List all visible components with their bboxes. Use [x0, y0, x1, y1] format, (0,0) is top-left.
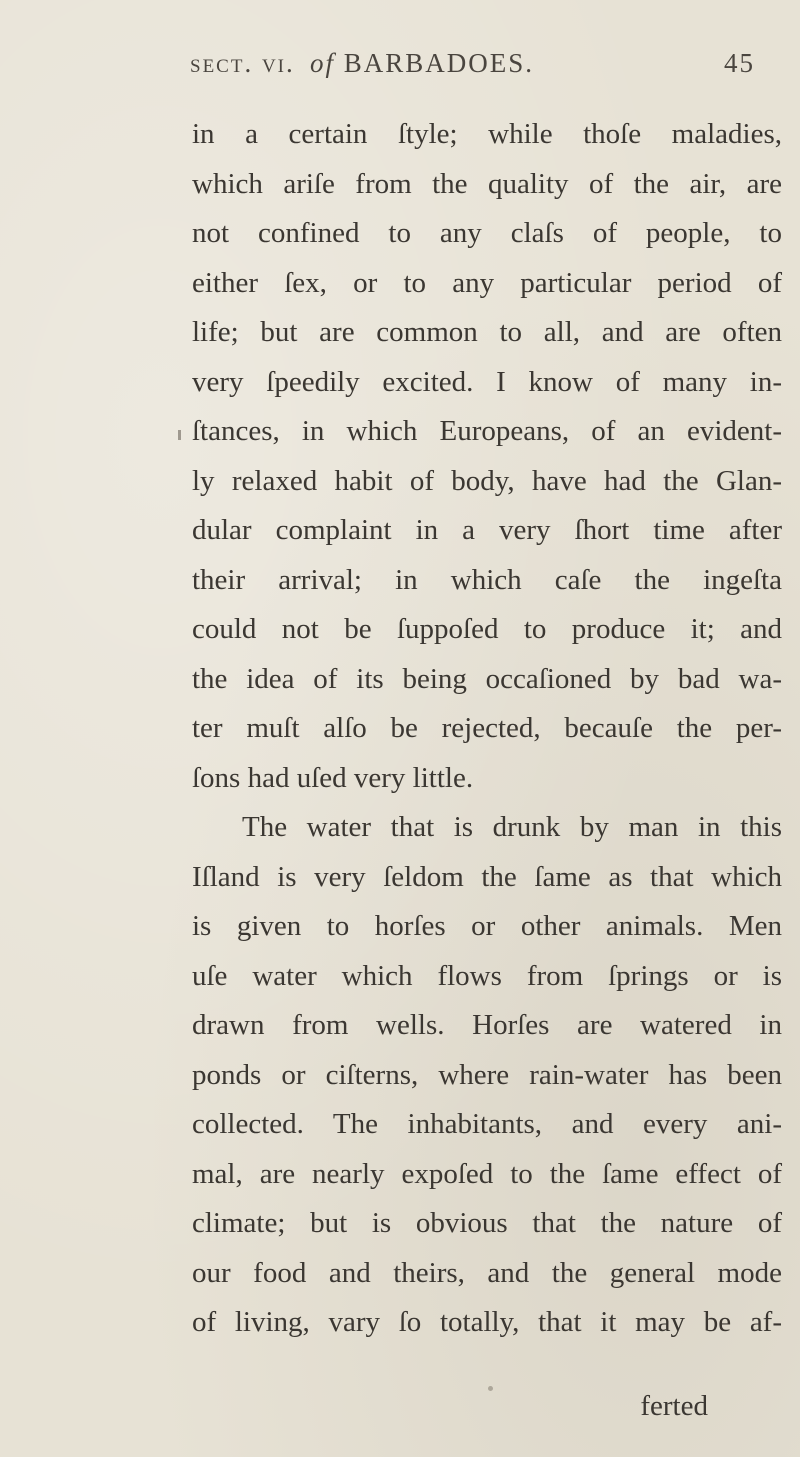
text-line: their arrival; in which caſe the ingeſta — [192, 563, 782, 596]
running-title-of: of — [310, 48, 336, 78]
text-line: ter muſt alſo be rejected, becauſe the per- — [192, 712, 782, 744]
text-line: in a certain ſtyle; while thoſe maladies, — [192, 118, 782, 150]
catchword: ferted — [640, 1390, 708, 1422]
section-label: sect. vi. — [190, 48, 295, 78]
text-line: either ſex, or to any particular period of — [192, 266, 782, 299]
text-line: collected. The inhabitants, and every ani- — [192, 1108, 782, 1140]
text-line: the idea of its being occaſioned by bad wa- — [192, 662, 782, 695]
text-line: climate; but is obvious that the nature of — [192, 1207, 782, 1239]
text-line: very ſpeedily excited. I know of many in- — [192, 365, 782, 398]
text-line: of living, vary ſo totally, that it may be af- — [192, 1306, 782, 1338]
ink-spot — [488, 1386, 493, 1391]
body-text — [192, 110, 782, 1348]
text-line: mal, are nearly expoſed to the ſame effect of — [192, 1157, 782, 1190]
page-number: 45 — [724, 48, 755, 78]
text-line: ly relaxed habit of body, have had the Glan- — [192, 464, 782, 497]
text-line: drawn from wells. Horſes are watered in — [192, 1009, 782, 1041]
paragraph-start-line: The water that is drunk by man in this — [242, 811, 782, 843]
text-line: dular complaint in a very ſhort time after — [192, 514, 782, 546]
text-line: uſe water which flows from ſprings or is — [192, 959, 782, 992]
text-line: Iſland is very ſeldom the ſame as that which — [192, 860, 782, 893]
running-title-name: BARBADOES. — [343, 48, 535, 78]
text-line: could not be ſuppoſed to produce it; and — [192, 613, 782, 645]
text-line: not confined to any claſs of people, to — [192, 217, 782, 249]
margin-mark — [178, 430, 181, 440]
text-line: which ariſe from the quality of the air, are — [192, 167, 782, 200]
text-line: ſtances, in which Europeans, of an evident- — [192, 415, 782, 447]
running-title — [310, 48, 534, 79]
text-line: is given to horſes or other animals. Men — [192, 910, 782, 942]
text-line: ſons had uſed very little. — [192, 761, 474, 794]
text-line: our food and theirs, and the general mode — [192, 1256, 782, 1289]
text-line: life; but are common to all, and are often — [192, 316, 782, 348]
text-line: ponds or ciſterns, where rain-water has been — [192, 1058, 782, 1091]
running-head — [190, 48, 755, 88]
